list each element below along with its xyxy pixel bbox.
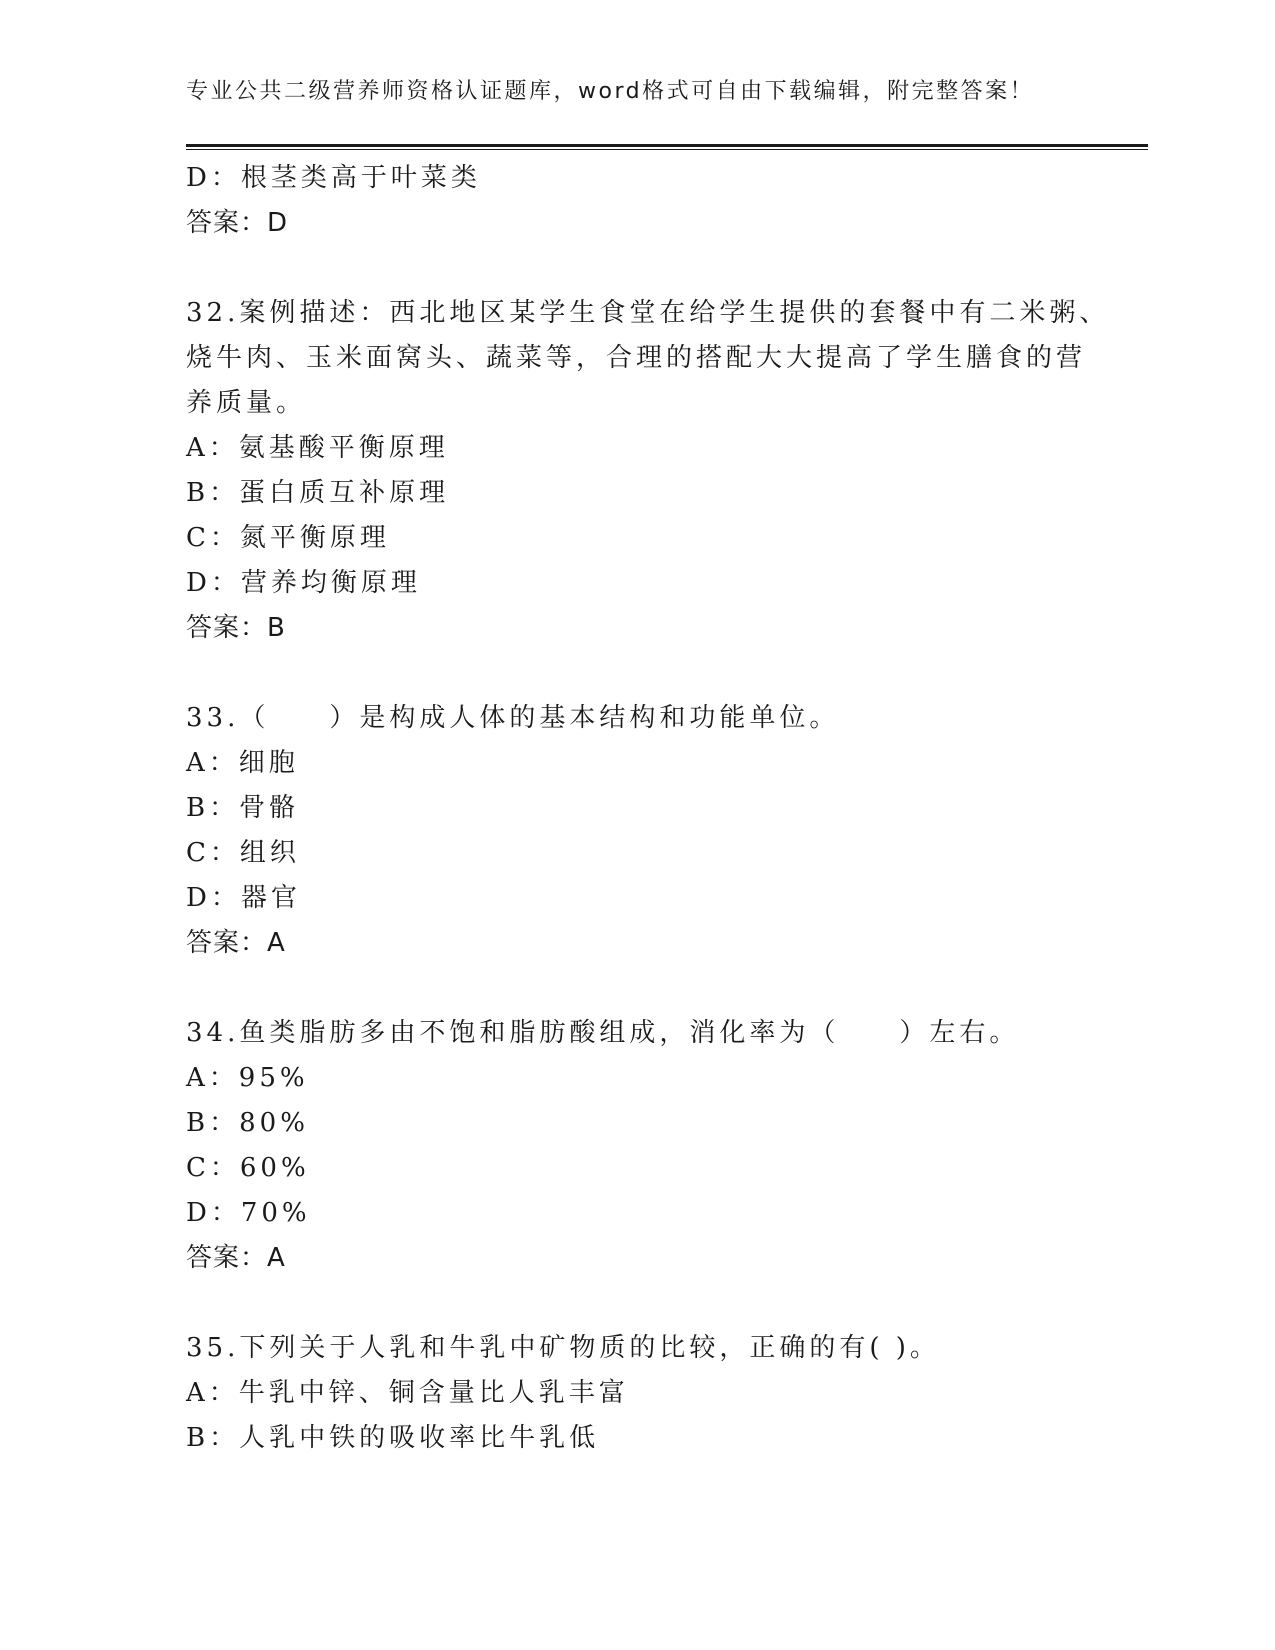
option-line: D：器官 bbox=[186, 883, 301, 913]
option-line: C：氮平衡原理 bbox=[186, 523, 390, 553]
question-line: 32.案例描述：西北地区某学生食堂在给学生提供的套餐中有二米粥、 bbox=[186, 298, 1110, 328]
option-line: B：骨骼 bbox=[186, 793, 300, 823]
option-line: D：根茎类高于叶菜类 bbox=[186, 163, 481, 193]
question-line: 35.下列关于人乳和牛乳中矿物质的比较，正确的有( )。 bbox=[186, 1333, 940, 1363]
answer-line: 答案：B bbox=[186, 613, 286, 643]
option-line: C：组织 bbox=[186, 838, 300, 868]
option-line: B：人乳中铁的吸收率比牛乳低 bbox=[186, 1423, 600, 1453]
answer-line: 答案：A bbox=[186, 1243, 286, 1273]
question-line: 烧牛肉、玉米面窝头、蔬菜等，合理的搭配大大提高了学生膳食的营 bbox=[186, 343, 1087, 373]
option-line: A：牛乳中锌、铜含量比人乳丰富 bbox=[186, 1378, 629, 1408]
option-line: D：70% bbox=[186, 1198, 311, 1228]
header-rule-thick bbox=[186, 144, 1148, 147]
option-line: A：95% bbox=[186, 1063, 309, 1093]
option-line: B：蛋白质互补原理 bbox=[186, 478, 450, 508]
answer-line: 答案：A bbox=[186, 928, 286, 958]
header-rule-thin bbox=[186, 149, 1148, 150]
option-line: B：80% bbox=[186, 1108, 309, 1138]
page-header: 专业公共二级营养师资格认证题库，word格式可自由下载编辑，附完整答案！ bbox=[186, 79, 1035, 104]
option-line: D：营养均衡原理 bbox=[186, 568, 421, 598]
option-line: A：细胞 bbox=[186, 748, 299, 778]
answer-line: 答案：D bbox=[186, 208, 289, 238]
option-line: C：60% bbox=[186, 1153, 310, 1183]
question-line: 33.（ ）是构成人体的基本结构和功能单位。 bbox=[186, 703, 840, 733]
question-line: 养质量。 bbox=[186, 388, 307, 418]
question-line: 34.鱼类脂肪多由不饱和脂肪酸组成，消化率为（ ）左右。 bbox=[186, 1018, 1020, 1048]
option-line: A：氨基酸平衡原理 bbox=[186, 433, 449, 463]
